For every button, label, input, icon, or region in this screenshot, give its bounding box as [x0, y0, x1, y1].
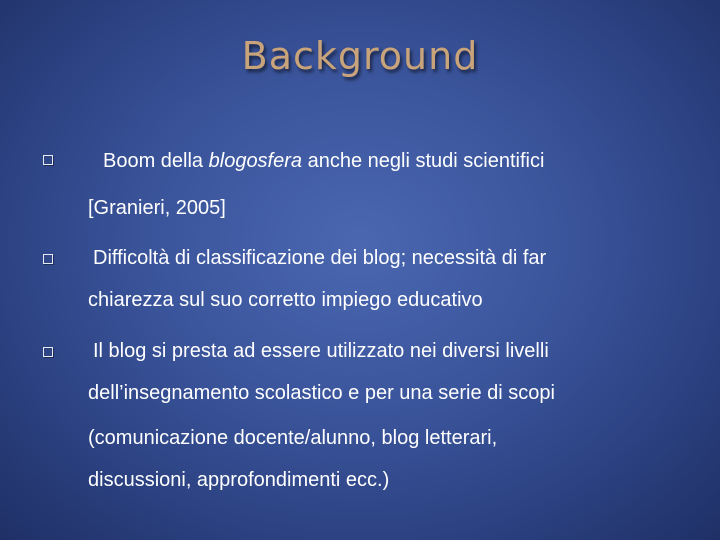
- bullet-1-text: Boom della: [103, 150, 209, 172]
- square-bullet-icon: [43, 155, 53, 165]
- bullet-3-line-2: dell’insegnamento scolastico e per una serie di scopi: [88, 382, 555, 404]
- bullet-2-line-1: Difficoltà di classificazione dei blog; necessità di far: [93, 247, 547, 269]
- bullet-3-line-4: discussioni, approfondimenti ecc.): [88, 469, 390, 491]
- bullet-2-line-2: chiarezza sul suo corretto impiego educativo: [88, 289, 483, 311]
- bullet-1-text-end: anche negli studi scientifici: [302, 150, 545, 172]
- bullet-1-emphasis: blogosfera: [208, 150, 303, 172]
- slide-title: Background: [241, 34, 479, 78]
- square-bullet-icon: [43, 347, 53, 357]
- bullet-3-line-3: (comunicazione docente/alunno, blog letterari,: [88, 427, 498, 449]
- bullet-1-line-2: [Granieri, 2005]: [88, 197, 226, 219]
- square-bullet-icon: [43, 254, 53, 264]
- bullet-1-line-1: [103, 149, 544, 173]
- bullet-3-line-1: Il blog si presta ad essere utilizzato nei diversi livelli: [93, 340, 549, 362]
